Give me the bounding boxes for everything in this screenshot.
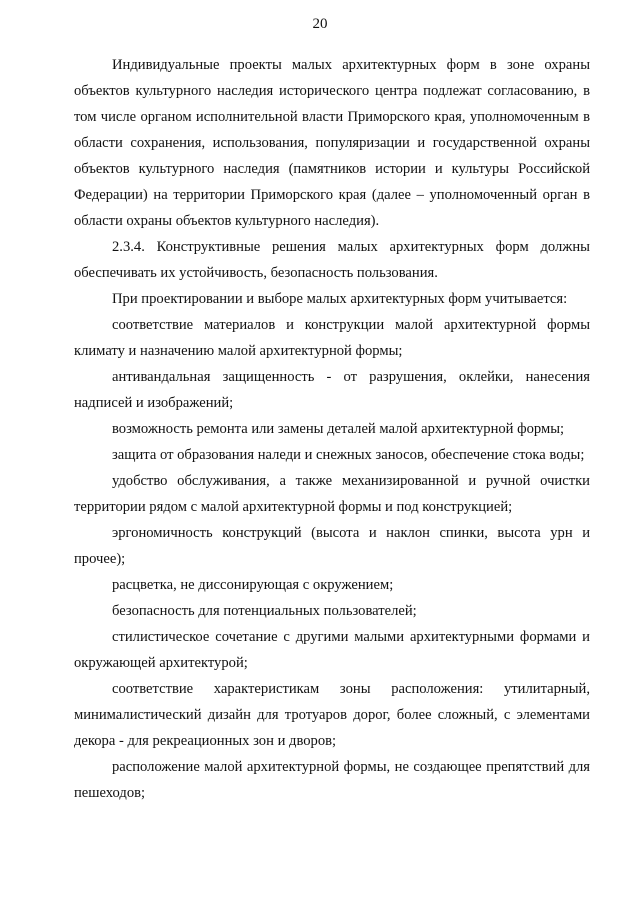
list-item-zone-characteristics: соответствие характеристикам зоны расположения: утилитарный, минималистический дизайн для тротуаров дорог, более сложный, с элементами декора - для рекреационных зон и дворов;	[74, 681, 590, 749]
list-item-maintenance: удобство обслуживания, а также механизированной и ручной очистки территории рядом с малой архитектурной формы и под конструкцией;	[74, 473, 590, 515]
paragraph-section-2-3-4: 2.3.4. Конструктивные решения малых архитектурных форм должны обеспечивать их устойчивость, безопасность пользования.	[74, 239, 590, 281]
list-item-coloring: расцветка, не диссонирующая с окружением;	[112, 577, 394, 593]
paragraph-design-criteria-intro: При проектировании и выборе малых архитектурных форм учитывается:	[112, 291, 568, 307]
document-body	[74, 52, 590, 806]
list-item-antivandal: антивандальная защищенность - от разрушения, оклейки, нанесения надписей и изображений;	[74, 369, 590, 411]
list-item-ice-protection: защита от образования наледи и снежных заносов, обеспечение стока воды;	[112, 447, 585, 463]
list-item-pedestrian-placement: расположение малой архитектурной формы, не создающее препятствий для пешеходов;	[74, 759, 590, 801]
list-item-repairability: возможность ремонта или замены деталей малой архитектурной формы;	[112, 421, 565, 437]
list-item-ergonomics: эргономичность конструкций (высота и наклон спинки, высота урн и прочее);	[74, 525, 590, 567]
list-item-safety: безопасность для потенциальных пользователей;	[112, 603, 417, 619]
paragraph-approval-requirement: Индивидуальные проекты малых архитектурных форм в зоне охраны объектов культурного наследия исторического центра подлежат согласованию, в том числе органом исполнительной власти Приморского края, уполномоченным в области сохранения, использования, популяризации и государственной охраны объектов культурного наследия (памятников истории и культуры Российской Федерации) на территории Приморского края (далее – уполномоченный орган в области охраны объектов культурного наследия).	[74, 57, 590, 229]
list-item-stylistic-harmony: стилистическое сочетание с другими малыми архитектурными формами и окружающей архитектурой;	[74, 629, 590, 671]
page-number: 20	[312, 16, 328, 32]
list-item-materials-climate: соответствие материалов и конструкции малой архитектурной формы климату и назначению малой архитектурной формы;	[74, 317, 590, 359]
